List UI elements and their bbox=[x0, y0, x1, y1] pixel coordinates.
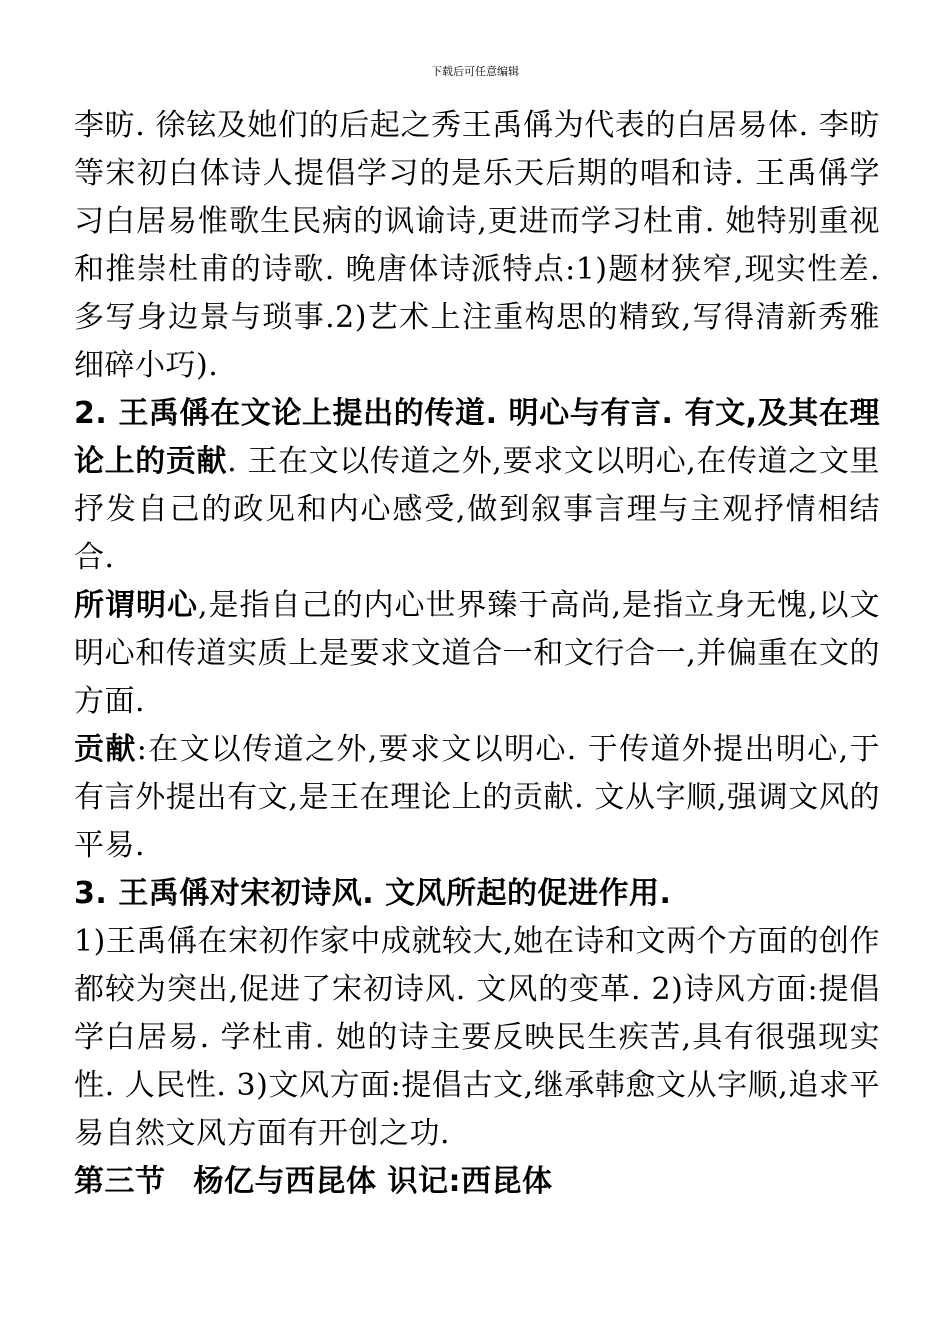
section-number-heading: 第三节 bbox=[74, 1164, 166, 1199]
paragraph-contribution bbox=[74, 726, 880, 870]
document-body bbox=[74, 102, 880, 1206]
page-header: 下载后可任意编辑 bbox=[431, 65, 519, 78]
paragraph-section-title bbox=[74, 1158, 880, 1206]
section-2-body: . 王在文以传道之外,要求文以明心,在传道之文里抒发自己的政见和内心感受,做到叙事言理与主观抒情相结合. bbox=[74, 444, 880, 575]
section-3-heading: 3. 王禹偁对宋初诗风. 文风所起的促进作用. bbox=[74, 876, 672, 911]
section-2-heading: 2. 王禹偁在文论上提出的传道. 明心与有言. 有文,及其在理论上的贡献 bbox=[74, 396, 880, 479]
mingxin-body: ,是指自己的内心世界臻于高尚,是指立身无愧,以文明心和传道实质上是要求文道合一和文行合一,并偏重在文的方面. bbox=[74, 588, 880, 719]
paragraph-intro: 李昉. 徐铉及她们的后起之秀王禹偁为代表的白居易体. 李昉等宋初白体诗人提倡学习的是乐天后期的唱和诗. 王禹偁学习白居易惟歌生民病的讽谕诗,更进而学习杜甫. 她特别重视和推崇杜甫的诗歌. 晚唐体诗派特点:1)题材狭窄,现实性差. 多写身边景与琐事.2)艺术上注重构思的精致,写得清新秀雅细碎小巧). bbox=[74, 108, 880, 383]
section-title-heading: 杨亿与西昆体 识记 bbox=[193, 1164, 449, 1199]
contribution-body: :在文以传道之外,要求文以明心. 于传道外提出明心,于有言外提出有文,是王在理论上的贡献. 文从字顺,强调文风的平易. bbox=[74, 732, 880, 863]
section-title-body: :西昆体 bbox=[448, 1164, 553, 1199]
contribution-heading: 贡献 bbox=[74, 732, 137, 767]
mingxin-heading: 所谓明心 bbox=[74, 588, 198, 623]
paragraph-mingxin bbox=[74, 582, 880, 726]
paragraph-section-3-body: 1)王禹偁在宋初作家中成就较大,她在诗和文两个方面的创作都较为突出,促进了宋初诗风. 文风的变革. 2)诗风方面:提倡学白居易. 学杜甫. 她的诗主要反映民生疾苦,具有很强现实性. 人民性. 3)文风方面:提倡古文,继承韩愈文从字顺,追求平易自然文风方面有开创之功. bbox=[74, 924, 880, 1151]
paragraph-section-2 bbox=[74, 390, 880, 582]
